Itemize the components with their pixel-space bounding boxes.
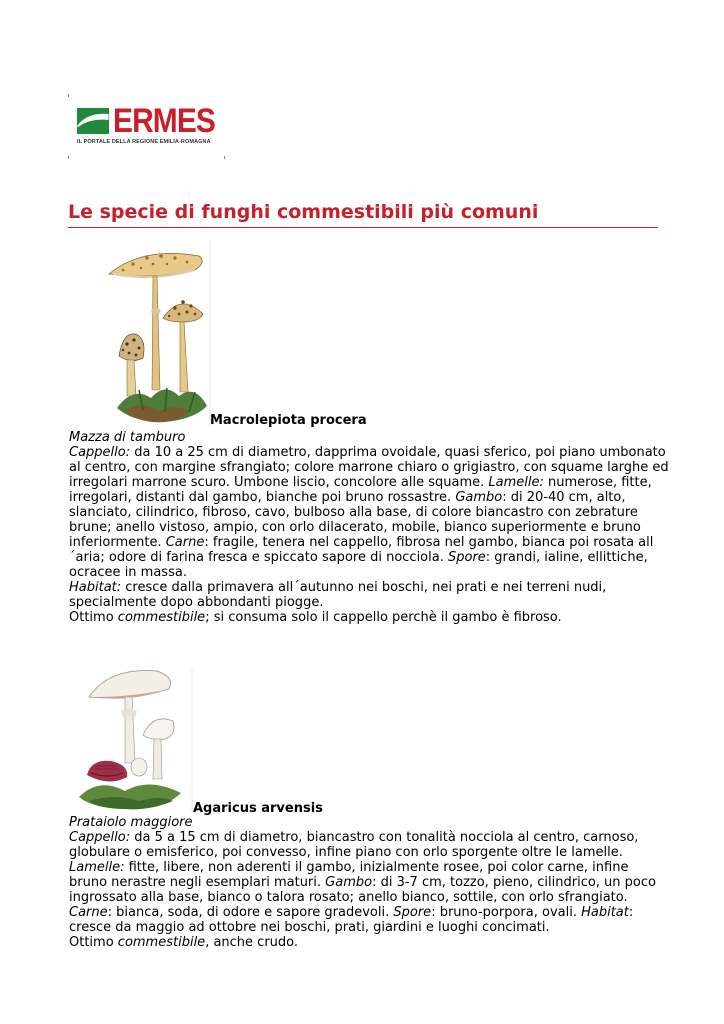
text-cappello: da 5 a 15 cm di diametro, biancastro con tonalità nocciola al centro, carnoso, globulare o emisferico, poi convesso, infine piano con orlo sporgente oltre le lamelle. [69, 830, 639, 860]
label-cappello: Cappello: [69, 830, 131, 845]
label-habitat: Habitat: [69, 580, 122, 595]
text-habitat: cresce dalla primavera all´autunno nei boschi, nei prati e nei terreni nudi, specialmente dopo abbondanti piogge. [69, 580, 607, 610]
macrolepiota-illustration [103, 240, 213, 426]
text-carne: : bianca, soda, di odore e sapore gradevoli. [107, 905, 394, 920]
text-spore: : bruno-porpora, ovali. [431, 905, 582, 920]
text-carne: : fragile, tenera nel cappello, fibrosa nel gambo, bianca poi rosata all´aria; odore di farina fresca e spiccato sapore di nocciola. [69, 535, 654, 565]
label-carne: Carne [69, 905, 108, 920]
label-lamelle: Lamelle: [488, 475, 544, 490]
text-gambo: : di 20-40 cm, alto, slanciato, cilindrico, fibroso, cavo, bulboso alla base, di colore biancastro con zebrature brune; anello vistoso, ampio, con orlo dilacerato, mobile, bianco superiormente e bruno inferiormente. [69, 490, 641, 550]
crop-mark [68, 156, 69, 159]
text-gambo: : di 3-7 cm, tozzo, pieno, cilindrico, un poco ingrossato alla base, bianco o talora rosato; anello bianco, sottile, con orlo sfrangiato. [69, 875, 656, 905]
verdict-em: commestibile [117, 935, 206, 950]
crop-mark [68, 94, 69, 97]
verdict-pre: Ottimo [69, 610, 118, 625]
species-name: Agaricus arvensis [193, 801, 323, 816]
verdict-em: commestibile [117, 610, 206, 625]
description-text [69, 445, 669, 580]
text-lamelle: fitte, libere, non aderenti il gambo, inizialmente rosee, poi color carne, infine bruno nerastre negli esemplari maturi. [69, 860, 629, 890]
label-habitat: Habitat [581, 905, 629, 920]
species-description [69, 430, 669, 625]
label-spore: Spore [393, 905, 432, 920]
description-text [69, 830, 669, 935]
text-lamelle: numerose, fitte, irregolari, distanti dal gambo, bianche poi bruno rossastre. [69, 475, 652, 505]
common-name: Prataiolo maggiore [69, 815, 193, 830]
logo-tagline: IL PORTALE DELLA REGIONE EMILIA-ROMAGNA [77, 139, 211, 145]
species-name: Macrolepiota procera [210, 413, 367, 428]
agaricus-illustration [69, 667, 193, 813]
common-name: Mazza di tamburo [69, 430, 186, 445]
text-cappello: da 10 a 25 cm di diametro, dapprima ovoidale, quasi sferico, poi piano umbonato al centro, con margine sfrangiato; colore marrone chiaro o grigiastro, con squame larghe ed irregolari marrone scuro. Umbone liscio, concolore alle squame. [69, 445, 669, 490]
logo-brand: ERMES [113, 102, 216, 140]
habitat-text [69, 580, 669, 610]
verdict-post: ; si consuma solo il cappello perchè il gambo è fibroso. [205, 610, 562, 625]
text-habitat: : cresce da maggio ad ottobre nei boschi, prati, giardini e luoghi concimati. [69, 905, 634, 935]
page-title: Le specie di funghi commestibili più comuni [68, 200, 658, 228]
label-carne: Carne [165, 535, 205, 550]
label-cappello: Cappello: [69, 445, 131, 460]
label-lamelle: Lamelle: [69, 860, 125, 875]
verdict-post: , anche crudo. [205, 935, 299, 950]
label-gambo: Gambo [325, 875, 373, 890]
verdict-pre: Ottimo [69, 935, 118, 950]
label-spore: Spore [447, 550, 486, 565]
text-spore: : grandi, ialine, ellittiche, ocracee in massa. [69, 550, 648, 580]
crop-mark [224, 156, 225, 159]
label-gambo: Gambo [455, 490, 503, 505]
verdict-text [69, 610, 669, 625]
ermes-logo [68, 94, 226, 160]
species-description [69, 815, 669, 950]
region-flag-icon [77, 108, 109, 134]
verdict-text [69, 935, 669, 950]
